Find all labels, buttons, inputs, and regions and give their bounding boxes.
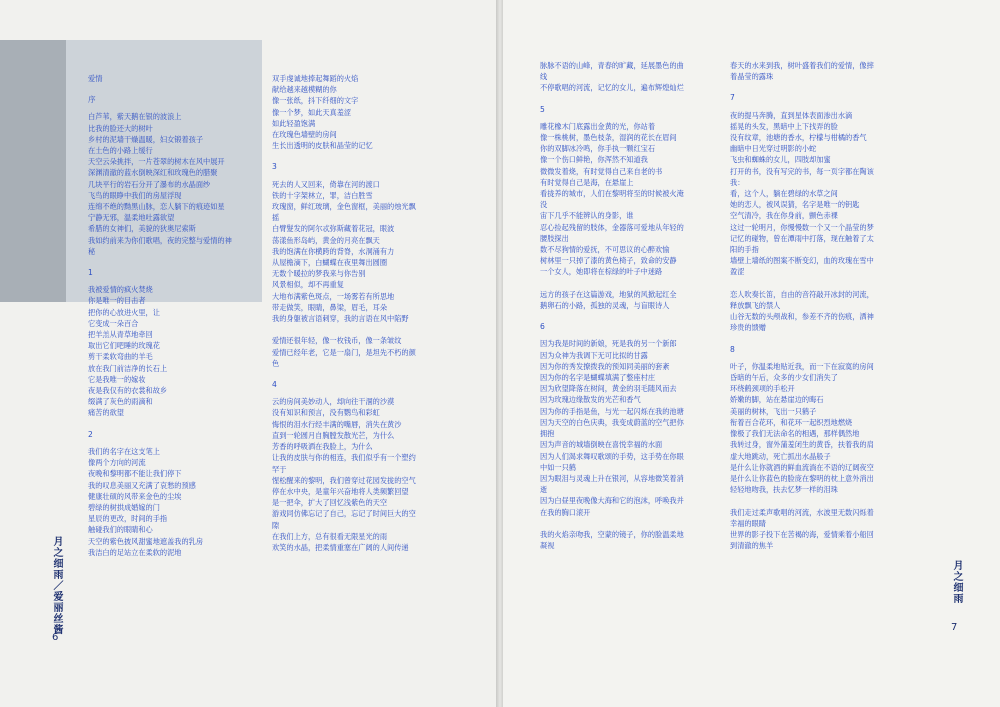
poem-line: 如此轻盈饱满 (272, 118, 316, 128)
poem-line: 双手虔诚地捧起舞蹈的火焰 (272, 74, 359, 83)
poem-line: 树林里一只掉了漆的黄色椅子，致命的安静 (540, 256, 677, 266)
poem-line: 凝视 (540, 541, 555, 551)
poem-line: 轻轻地吻我，扶去忆梦一样的泪珠 (730, 485, 838, 495)
poem-line: 因为声音的城墙倒映在喜悦幸福的水面 (540, 440, 663, 450)
poem-line: 摇 (272, 213, 280, 223)
section-number: 1 (88, 268, 93, 278)
poem-line: 因为你的名字是蝴蝶填满了整座村庄 (540, 373, 656, 383)
section-number: 序 (88, 95, 96, 105)
poem-line: 没有纹章，池塘的香水，柠檬与柑橘的香气 (730, 133, 867, 143)
poem-line: 直到一轮圆月自胸膛发散光芒，为什么 (272, 430, 395, 440)
poem-title: 爱情 (88, 74, 103, 83)
poem-line: 白臂髮发的阿尔忒弥斯藏着花冠，眼波 (272, 224, 395, 234)
poem-line: 把你的心放进火里，让 (88, 307, 160, 317)
poem-line: 取出它们吧睡的玫瑰花 (88, 341, 160, 351)
section-number: 5 (540, 104, 545, 114)
poem-line: 爱情已经年老，它是一扇门，是坦先不朽的颜 (272, 347, 416, 357)
right-column-2 (730, 60, 942, 551)
poem-line: 欢笑的水晶，把柔情重塞在广阔的人间传递 (272, 542, 409, 552)
poem-line: 鹅卵石的小路，孤独的灵魂，与盲眼诗人 (540, 301, 670, 311)
poem-line: 我如约前来为你们歌唱，夜的完整与爱情的神 (88, 235, 232, 245)
poem-line: 健康壮硕的风带来金色的尘埃 (88, 491, 182, 501)
poem-line: 痛苦的欲望 (88, 408, 124, 418)
poem-line: 看，这个人，躺在碧绿的水草之间 (730, 189, 838, 199)
poem-line: 宙下几乎不能辨认的身影，谁 (540, 211, 634, 221)
poem-line: 我被爱情的疯火焚烧 (88, 285, 153, 295)
poem-line: 远方的孩子在这篇游戏，地狱的风掀起红全 (540, 289, 677, 299)
poem-line: 拥抱 (540, 429, 555, 439)
poem-line: 逝 (540, 485, 548, 495)
poem-line: 我的身躯被言语刺穿，我的言语在风中陷野 (272, 314, 409, 324)
poem-line: 是什么让你就酒的鲜血流淌在不语的辽阔夜空 (730, 462, 874, 472)
poem-line: 中如一只鹤 (540, 462, 576, 472)
poem-line: 不停歌唱的河流，记忆的女儿，遍布辉煌灿烂 (540, 83, 684, 93)
poem-line: 色 (272, 358, 280, 368)
poem-line: 我的叹息美丽又充满了哀愁的预感 (88, 480, 196, 490)
poem-line: 脉脉不语的山峰，青春的旷藏，延展墨色的曲 (540, 61, 684, 70)
poem-line: 墙壁上墙纸的图案不断变幻，血的玫瑰在雪中 (730, 256, 874, 266)
poem-line: 铁的十字架林立，罪，洁白胜雪 (272, 190, 373, 200)
poem-line: 因为你的秀发撩拨我的预知同美丽的套紊 (540, 361, 670, 371)
poem-line: 这过一轮明月，你慢慢数一个又一个晶莹的梦 (730, 222, 874, 232)
page-number: 6 (52, 632, 59, 643)
poem-line: 乡村的泥墙干燥温暖，妇女锻着孩子 (88, 134, 204, 144)
poem-line: 因为我是时间的新娘，死是我的另一个新郎 (540, 339, 677, 349)
right-column-1 (540, 60, 730, 551)
poem-line: 比我的脸还大的树叶 (88, 123, 153, 133)
poem-line: 是什么让你蓝色的脸庞在黎明的枕上意外消出 (730, 473, 874, 483)
poem-line: 我洁白的足站立在柔软的泥地 (88, 547, 182, 557)
poem-line: 隙 (272, 520, 280, 530)
poem-line: 打开的书，没有写完的书，每一页字都在陶该 (730, 166, 874, 176)
poem-line: 在我们上方，总有很看无限星光的雨 (272, 531, 388, 541)
poem-line: 雕花橡木门底露出金黄的光，你站着 (540, 121, 656, 131)
poem-line: 世界的影子投下在苦褐的海，爱情乘着小船回 (730, 529, 874, 539)
poem-line: 我们走过柔声歌唱的河流，水波里无数闪烁着 (730, 507, 874, 517)
poem-line: 她的恋人，被风误猜，名字是唯一的钥匙 (730, 200, 860, 210)
poem-line: 飞鸟的眼睁中我们的房屋浮现 (88, 190, 182, 200)
poem-line: 我们的名字在这支笔上 (88, 446, 160, 456)
poem-line: 触碰我们的眼睛和心 (88, 525, 153, 535)
poem-line: 像极了我们无法命名的相遇，那样偶然地 (730, 429, 860, 439)
poem-line: 希腊的女神们，美貌的狄奥尼索斯 (88, 224, 196, 234)
poem-line: 幸福的眼睛 (730, 518, 766, 528)
poem-line: 把羊羔从青草地牵回 (88, 330, 153, 340)
poem-line: 一个女人，她即将在棕绿的叶子中迷路 (540, 267, 663, 277)
poem-line: 爱情还很年轻，像一枚钱币，像一条皱纹 (272, 336, 402, 346)
poem-line: 像一个梦，如此天真羞涩 (272, 107, 352, 117)
poem-line (540, 518, 730, 529)
poem-line: 生长出透明的皮肤和晶莹的记忆 (272, 141, 373, 151)
poem-line: 因为人们渴求舞叹歌颂的手势，这手势在你眼 (540, 451, 684, 461)
poem-line: 线 (540, 72, 548, 82)
section-number: 2 (88, 429, 93, 439)
poem-line: 珍贵的馈赠 (730, 323, 766, 333)
poem-line: 夜是我仅有的衣裳和故乡 (88, 386, 168, 396)
poem-line: 昏暗的午后，众多的少女们消失了 (730, 373, 838, 383)
poem-line: 数不尽狗情的爱抚，不可思议的心醉欢愉 (540, 245, 670, 255)
poem-line: 因为眼泪与灵魂上升在银河，从容地微笑着消 (540, 473, 684, 483)
poem-line: 让我的皮肤与你的相连，我们似乎有一个塑约 (272, 453, 416, 463)
poem-line: 宁静无邪，温柔地吐露欲望 (88, 213, 175, 223)
photo-shade-dark (0, 40, 66, 302)
poem-line: 释放飘飞的禁人 (730, 301, 781, 311)
poem-line (272, 324, 494, 335)
poem-line: 碧绿的树拱成婚嫁的门 (88, 502, 160, 512)
poem-line: 夜的提马奔腾，直到星体表面渗出水滴 (730, 110, 853, 120)
poem-line: 没 (540, 200, 548, 210)
poem-line: 大地布满紫色斑点，一场雾若有所思地 (272, 291, 395, 301)
poem-line: 因为众神为我调下无可比拟的甘露 (540, 350, 648, 360)
poem-line: 盈涩 (730, 267, 745, 277)
running-title-right: 月之细雨 (951, 560, 962, 604)
poem-line: 记忆的碰物，曾在潭雨中打落，现在触着了太 (730, 233, 874, 243)
poem-line: 是一把伞，扩大了回忆浅紫色的天空 (272, 498, 388, 508)
poem-line: 秘 (88, 246, 96, 256)
poem-line: 罕于 (272, 464, 287, 474)
poem-line: 我转过身，窗外蒲羞闭生的黄昏，扶着我的肩 (730, 440, 874, 450)
poem-line: 停在水中央，是童年兴奋地将人类频繁回望 (272, 486, 409, 496)
poem-line: 悔恨的泪水行经丰满的嘴唇，消失在黄沙 (272, 419, 402, 429)
right-page (503, 0, 1000, 707)
poem-line: 摇晃的头发，黑暗中上下找弄的脸 (730, 121, 838, 131)
poem-line: 因为天空的白色庆典，我变成蔚蓝的空气把你 (540, 417, 684, 427)
poem-line: 在玫瑰色墙壁的房间 (272, 130, 337, 140)
section-number: 3 (272, 162, 277, 172)
poem-line: 它是我唯一的嫁妆 (88, 374, 146, 384)
poem-line: 云的房间美妙动人，却向往干涸的沙漠 (272, 397, 395, 407)
poem-line: 缀满了灰色的雨滴和 (88, 397, 153, 407)
poem-line: 因为你的手指是鱼，与光一起闪烁在我的池塘 (540, 406, 684, 416)
poem-line: 我的火焰亲吻我，空蒙的镜子，你的脸温柔地 (540, 529, 684, 539)
running-title: 月之细雨／爱丽丝酱 (51, 536, 62, 635)
section-number: 8 (730, 344, 735, 354)
poem-line: 天空的紫色披风甜蜜地遮盖我的乳房 (88, 536, 204, 546)
poem-line: 玫瑰窗，鲜红玻璃，金色窗框，美丽的烛光飘 (272, 202, 416, 212)
poem-line: 环绕鹤颈项的手松开 (730, 384, 795, 394)
poem-line: 连绵不绝的黝黑山脉，恋人躺下的痕迹如星 (88, 202, 225, 212)
poem-line: 像一张纸，抖下纤细的文字 (272, 96, 359, 106)
poem-line: 深渊清澈的蓝水倒映深红和玫瑰色的腊聚 (88, 168, 218, 178)
poem-line: 微微发着烧，有时觉得自己来自老的书 (540, 166, 663, 176)
poem-line (730, 278, 942, 289)
poem-line: 美丽的树林，飞出一只鹤子 (730, 406, 817, 416)
poem-line: 衔着百合花环，和花环一起织烈地燃烧 (730, 417, 853, 427)
poem-line: 从屋檐滴下，白蝴蝶在夜里舞出圆圈 (272, 258, 388, 268)
left-page (0, 0, 497, 707)
poem-line: 你是唯一的目击者 (88, 296, 146, 306)
poem-line: 叶子，你温柔地贴近我，而一下在寂寞的房间 (730, 361, 874, 371)
poem-line: 空气清冷，我在你身前，颤色赤裸 (730, 211, 838, 221)
poem-line: 我的饱满在你横跨的背脊，水洞涌有力 (272, 246, 395, 256)
poem-line: 娇嫩的脚，站在悬崖边的晦石 (730, 395, 824, 405)
poem-line: 看拢养的城市，人们在黎明将至的时候被火淹 (540, 189, 684, 199)
poem-line: 幽暗中日光穿过明影的小蛇 (730, 144, 817, 154)
poem-line: 天空云朵挑拌，一片苍翠的树木在风中展开 (88, 157, 225, 167)
poem-line: 无数个暖拉的梦我来与你告别 (272, 269, 366, 279)
poem-line: 夜晚和黎明都不能让我们停下 (88, 469, 182, 479)
poem-line: 没有知识和预言，没有鹦鸟和彩虹 (272, 408, 380, 418)
left-column-2 (272, 73, 494, 553)
poem-line (730, 495, 942, 506)
poem-line: 星辰的更改，时间的手指 (88, 514, 168, 524)
poem-line: 因为欣望降落在树间，黄金的羽毛随风而去 (540, 384, 677, 394)
poem-line: 在我的胸口滚开 (540, 507, 591, 517)
poem-line: 荡漾鱼形岛屿，黄金的月亮在飘天 (272, 235, 380, 245)
poem-line: 像一个伤口鲜艳，你浑然不知道我 (540, 155, 648, 165)
poem-line: 芳香的呼吸洒在我脸上，为什么 (272, 442, 373, 452)
poem-line: 在土色的小路上缓行 (88, 146, 153, 156)
poem-line: 忍心捡起残留的肢体，金器落可爱地从年轻的 (540, 222, 684, 232)
poem-line: 飞虫和蜘蛛的女儿，四肢却加蜜 (730, 155, 831, 165)
poem-line: 腰肢探出 (540, 233, 569, 243)
poem-line: 像两个方向的河流 (88, 458, 146, 468)
poem-line: 因为玫瑰边缘散发的光芒和香气 (540, 395, 641, 405)
poem-line: 放在我门前洁净的长石上 (88, 363, 168, 373)
poem-line (540, 278, 730, 289)
poem-line: 到清澈的焦羊 (730, 541, 774, 551)
poem-line: 死去的人又回来，倚靠在河的渡口 (272, 179, 380, 189)
poem-line: 春天的水来到我，树叶盛着我们的爱情，像摔 (730, 61, 874, 70)
poem-line: 像一株桃树，墨色枝条，湿润的花长在眉间 (540, 133, 677, 143)
poem-line: 它变成一朵百合 (88, 318, 139, 328)
poem-line: 虚大地跳动，死亡抓出水晶般子 (730, 451, 831, 461)
poem-line: 着晶莹的露珠 (730, 72, 774, 82)
poem-line: 白芦苇，紫天鹅在银的波浪上 (88, 112, 182, 122)
poem-line: 剪干柔软弯曲的羊毛 (88, 352, 153, 362)
poem-line: 惺松醒来的黎明，我们曾穿过花园发拢的空气 (272, 475, 416, 485)
left-column-1 (88, 73, 268, 558)
poem-line: 有时觉得自己是海，在悬崖上 (540, 177, 634, 187)
poem-line: 献给越来越模糊的你 (272, 85, 337, 95)
section-number: 4 (272, 380, 277, 390)
page-number-right: 7 (951, 622, 958, 633)
poem-line: 你的双脚冰冷鸣，你手执一颗红宝石 (540, 144, 656, 154)
poem-line: 恋人吹奏长笛，自由的音符敲开冰封的河流， (730, 289, 874, 299)
poem-line: 风景相似，却不再重复 (272, 280, 344, 290)
poem-line: 游戏同仿佛忘记了自己，忘记了时间巨大的空 (272, 509, 416, 519)
poem-line: 带走做笑，眼睛，鼻梁，眉毛，耳朵 (272, 302, 388, 312)
poem-line: 阳的手指 (730, 245, 759, 255)
poem-line: 几块平行的岩石分开了瀑布的水晶面纱 (88, 179, 211, 189)
poem-line: 因为白昼里夜晚像大海和它的泡沫，呼唤我并 (540, 496, 684, 506)
poem-line: 我： (730, 177, 745, 187)
section-number: 6 (540, 322, 545, 332)
section-number: 7 (730, 93, 735, 103)
poem-line: 山谷无数的头颅战和，参差不齐的伤痕，洒神 (730, 312, 874, 322)
